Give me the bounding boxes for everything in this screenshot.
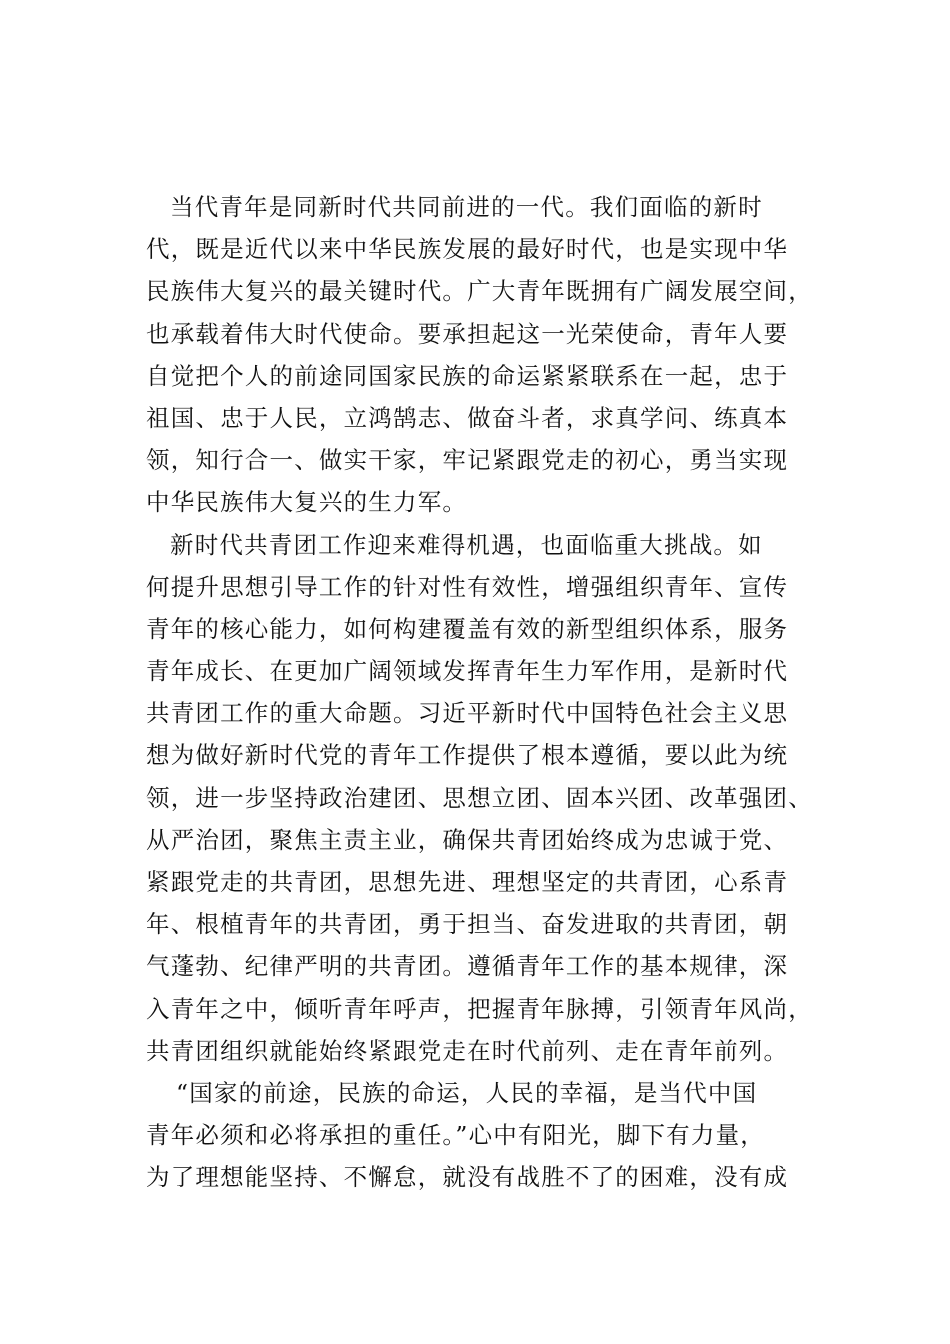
paragraph-line: 何提升思想引导工作的针对性有效性，增强组织青年、宣传 [146,572,789,601]
paragraph-line: 祖国、忠于人民，立鸿鹄志、做奋斗者，求真学问、练真本 [146,403,789,432]
paragraph-line: 从严治团，聚焦主责主业，确保共青团始终成为忠诚于党、 [146,825,789,854]
document-body [146,186,826,1199]
paragraph-line: 中华民族伟大复兴的生力军。 [146,488,468,517]
paragraph-line: 年、根植青年的共青团，勇于担当、奋发进取的共青团，朝 [146,910,789,939]
paragraph-line: 自觉把个人的前途同国家民族的命运紧紧联系在一起，忠于 [146,361,789,390]
paragraph-1 [146,186,826,524]
paragraph-line: 为了理想能坚持、不懈怠，就没有战胜不了的困难，没有成 [146,1163,789,1192]
paragraph-line: 领，知行合一、做实干家，牢记紧跟党走的初心，勇当实现 [146,446,789,475]
paragraph-line: 青年成长、在更加广阔领域发挥青年生力军作用，是新时代 [146,657,789,686]
paragraph-line: “国家的前途，民族的命运，人民的幸福，是当代中国 [176,1078,758,1107]
paragraph-line: 民族伟大复兴的最关键时代。广大青年既拥有广阔发展空间， [146,277,813,306]
paragraph-line: 当代青年是同新时代共同前进的一代。我们面临的新时 [170,193,763,221]
paragraph-3 [146,1072,826,1199]
paragraph-line: 气蓬勃、纪律严明的共青团。遵循青年工作的基本规律，深 [146,952,789,981]
paragraph-line: 入青年之中，倾听青年呼声，把握青年脉搏，引领青年风尚， [146,994,813,1023]
paragraph-line: 青年必须和必将承担的重任。”心中有阳光，脚下有力量， [146,1121,765,1150]
paragraph-line: 领，进一步坚持政治建团、思想立团、固本兴团、改革强团、 [146,783,813,812]
paragraph-line: 新时代共青团工作迎来难得机遇，也面临重大挑战。如 [170,530,763,559]
paragraph-2 [146,524,826,1072]
paragraph-line: 代，既是近代以来中华民族发展的最好时代，也是实现中华 [146,235,789,264]
paragraph-line: 想为做好新时代党的青年工作提供了根本遵循，要以此为统 [146,741,789,770]
paragraph-line: 青年的核心能力，如何构建覆盖有效的新型组织体系，服务 [146,614,789,643]
paragraph-line: 共青团工作的重大命题。习近平新时代中国特色社会主义思 [146,699,789,728]
paragraph-line: 共青团组织就能始终紧跟党走在时代前列、走在青年前列。 [146,1036,789,1065]
paragraph-line: 紧跟党走的共青团，思想先进、理想坚定的共青团，心系青 [146,868,789,896]
paragraph-line: 也承载着伟大时代使命。要承担起这一光荣使命，青年人要 [146,319,789,348]
